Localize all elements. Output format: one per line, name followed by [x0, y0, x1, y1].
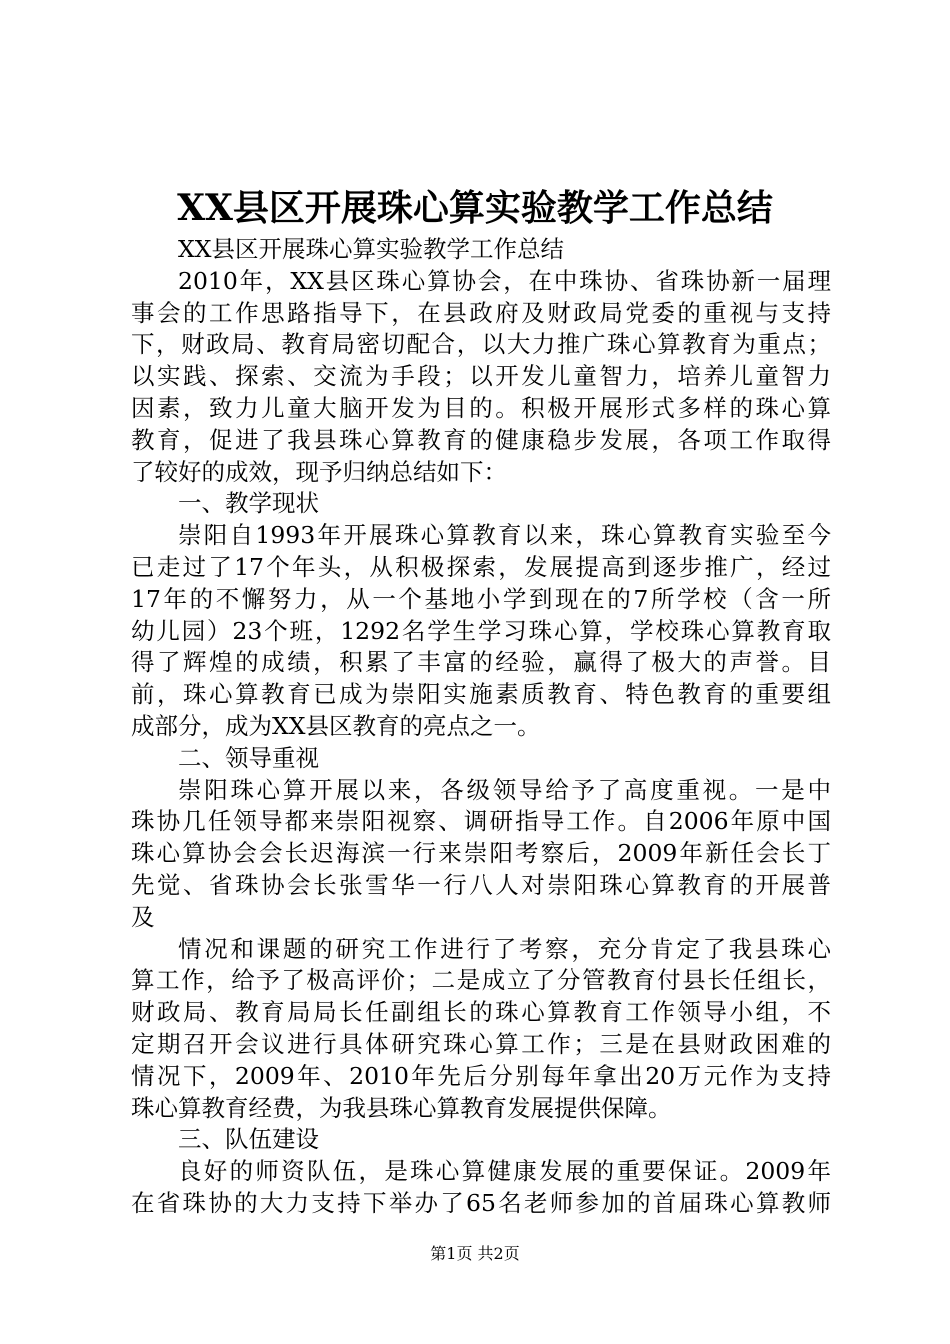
- text-line: 情况下，2009年、2010年先后分别每年拿出20万元作为支持: [131, 1061, 831, 1090]
- text-line: 珠协几任领导都来崇阳视察、调研指导工作。自2006年原中国: [131, 807, 831, 836]
- text-line: 2010年，XX县区珠心算协会，在中珠协、省珠协新一届理: [178, 266, 831, 295]
- text-line: 下，财政局、教育局密切配合，以大力推广珠心算教育为重点；: [131, 330, 831, 359]
- text-line: 了较好的成效，现予归纳总结如下：: [131, 457, 507, 486]
- document-body: [131, 234, 831, 1220]
- text-line: 17年的不懈努力，从一个基地小学到现在的7所学校（含一所: [131, 584, 831, 613]
- text-line: 前，珠心算教育已成为崇阳实施素质教育、特色教育的重要组: [131, 680, 831, 709]
- text-line: XX县区开展珠心算实验教学工作总结: [178, 235, 564, 263]
- text-line: 财政局、教育局局长任副组长的珠心算教育工作领导小组，不: [131, 998, 831, 1027]
- document-title: XX县区开展珠心算实验教学工作总结: [177, 187, 773, 229]
- text-line: 以实践、探索、交流为手段；以开发儿童智力，培养儿童智力: [131, 362, 831, 391]
- text-line: 崇阳自1993年开展珠心算教育以来，珠心算教育实验至今: [178, 521, 831, 550]
- text-line: 在省珠协的大力支持下举办了65名老师参加的首届珠心算教师: [131, 1188, 831, 1217]
- text-line: 良好的师资队伍，是珠心算健康发展的重要保证。2009年: [178, 1157, 831, 1186]
- text-line: 二、领导重视: [178, 743, 319, 772]
- text-line: 因素，致力儿童大脑开发为目的。积极开展形式多样的珠心算: [131, 393, 831, 422]
- text-line: 及: [131, 902, 155, 931]
- text-line: 崇阳珠心算开展以来，各级领导给予了高度重视。一是中: [178, 775, 831, 804]
- text-line: 得了辉煌的成绩，积累了丰富的经验，赢得了极大的声誉。目: [131, 648, 831, 677]
- text-line: 算工作，给予了极高评价；二是成立了分管教育付县长任组长，: [131, 966, 831, 995]
- text-line: 三、队伍建设: [178, 1125, 319, 1154]
- text-line: 成部分，成为XX县区教育的亮点之一。: [131, 711, 541, 740]
- text-line: 珠心算协会会长迟海滨一行来崇阳考察后，2009年新任会长丁: [131, 839, 831, 868]
- text-line: 情况和课题的研究工作进行了考察，充分肯定了我县珠心: [178, 934, 831, 963]
- text-line: 珠心算教育经费，为我县珠心算教育发展提供保障。: [131, 1093, 672, 1122]
- text-line: 一、教学现状: [178, 489, 319, 518]
- text-line: 先觉、省珠协会长张雪华一行八人对崇阳珠心算教育的开展普: [131, 870, 831, 899]
- text-line: 事会的工作思路指导下，在县政府及财政局党委的重视与支持: [131, 298, 831, 327]
- text-line: 幼儿园）23个班，1292名学生学习珠心算，学校珠心算教育取: [131, 616, 831, 645]
- text-line: 定期召开会议进行具体研究珠心算工作；三是在县财政困难的: [131, 1029, 831, 1058]
- text-line: 教育，促进了我县珠心算教育的健康稳步发展，各项工作取得: [131, 425, 831, 454]
- text-line: 已走过了17个年头，从积极探索，发展提高到逐步推广，经过: [131, 552, 831, 581]
- page-footer: 第1页 共2页: [430, 1244, 520, 1263]
